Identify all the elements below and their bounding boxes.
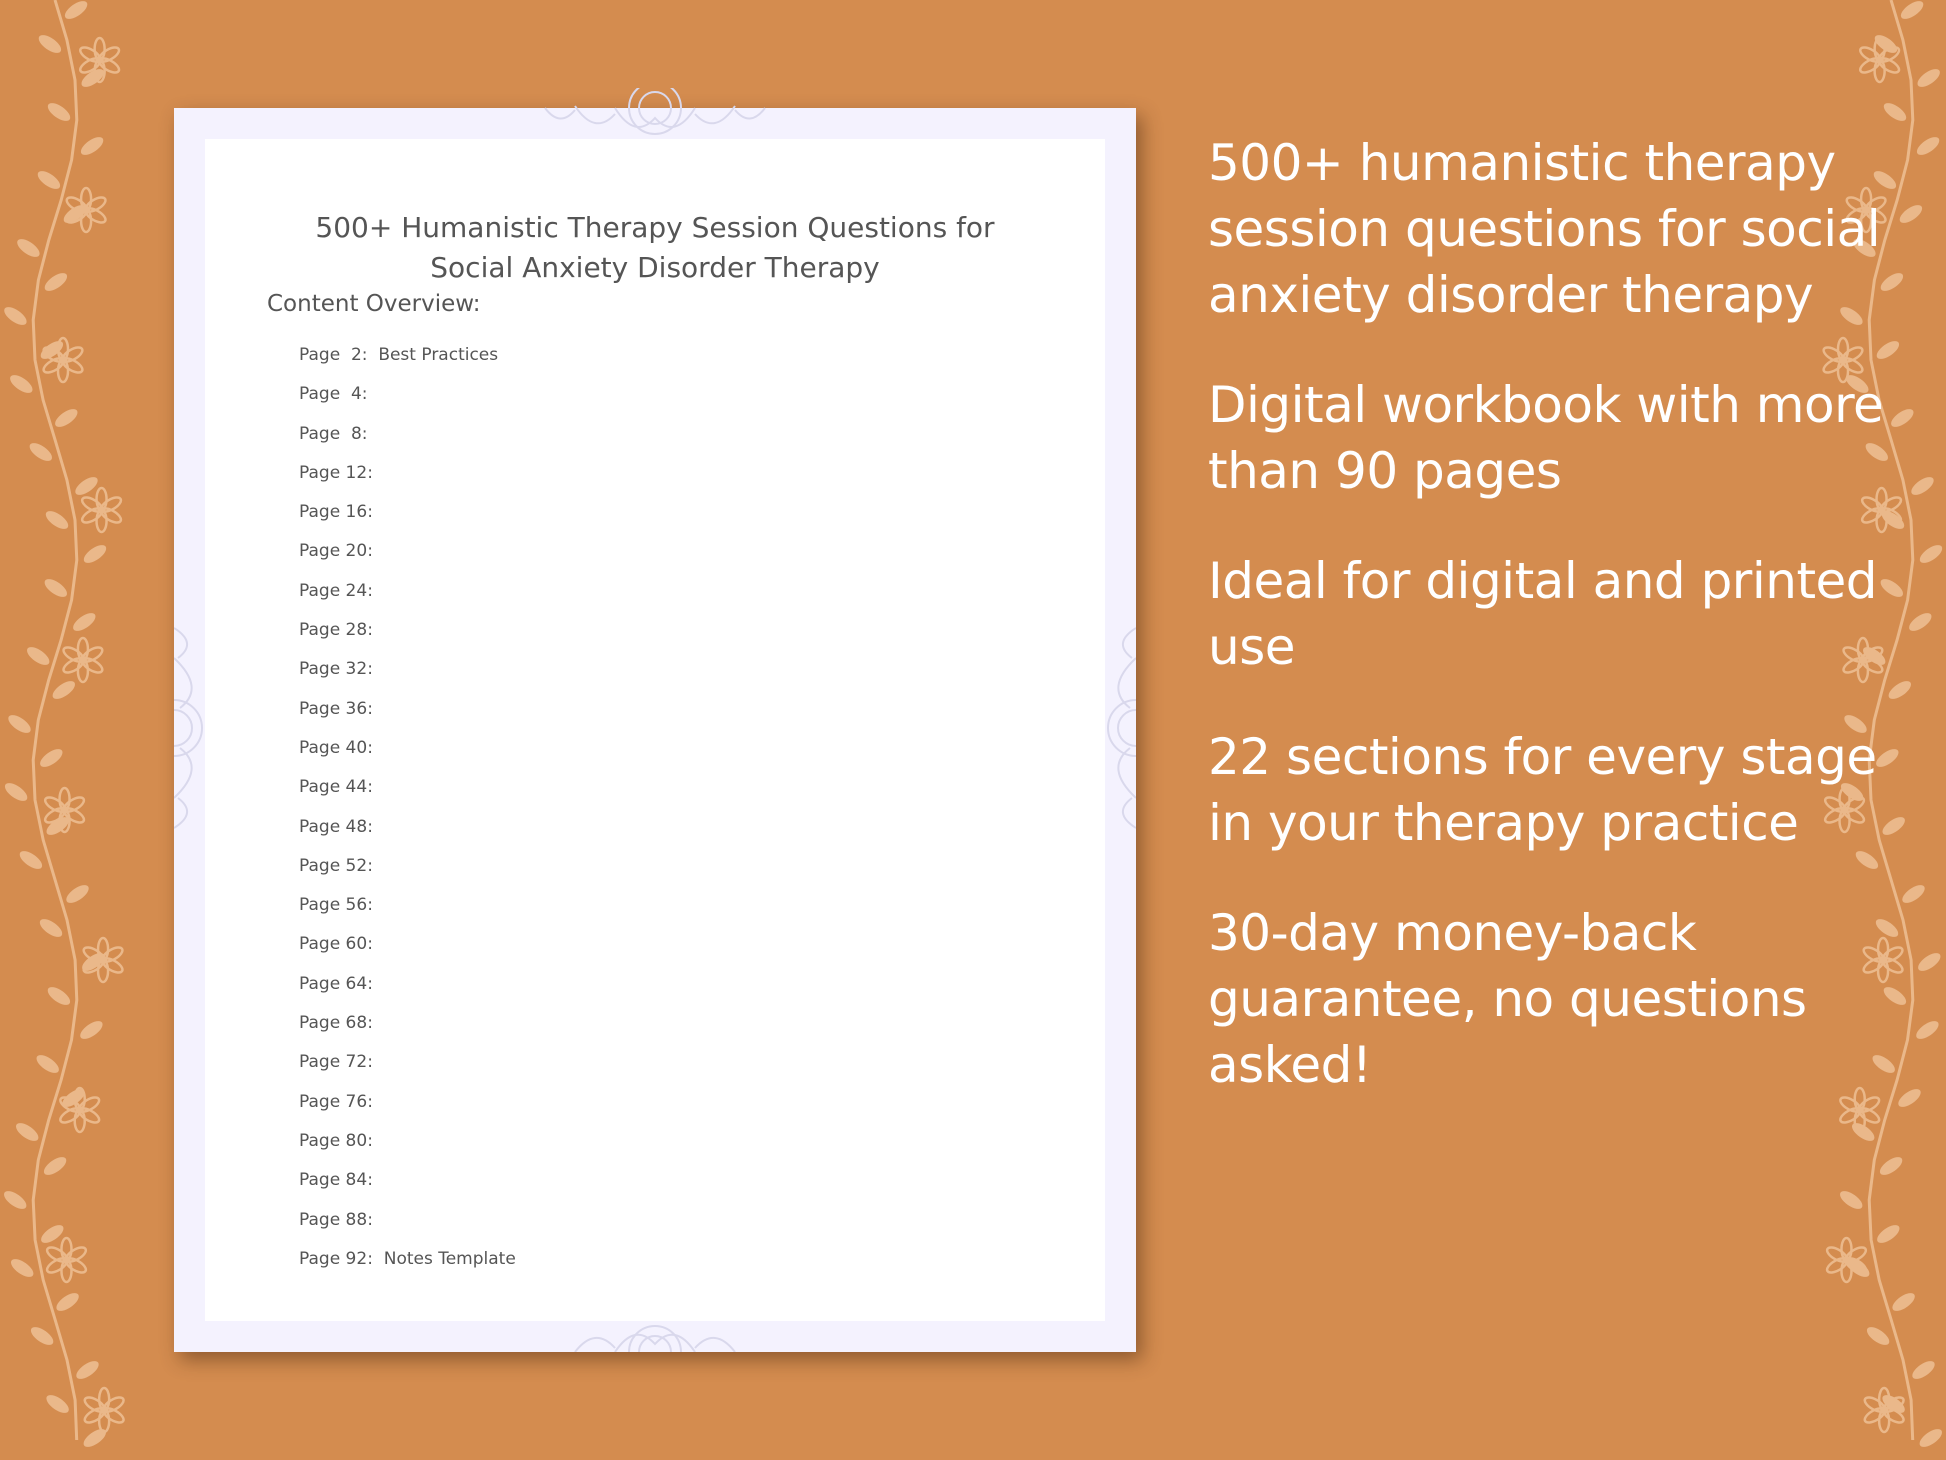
- mandala-right-decoration: [1105, 618, 1136, 838]
- toc-entry: Page 68:: [299, 1013, 373, 1034]
- toc-entry: Page 88:: [299, 1209, 373, 1230]
- mandala-left-decoration: [174, 618, 205, 838]
- toc-entry: Page 32:: [299, 659, 373, 680]
- toc-entry: Page 20:: [299, 541, 373, 562]
- feature-item: 500+ humanistic therapy session questions for social anxiety disorder therapy: [1208, 134, 1881, 324]
- toc-entry: Page 52:: [299, 855, 373, 876]
- toc-entry: Page 76:: [299, 1091, 373, 1112]
- toc-entry: Page 4:: [299, 384, 368, 405]
- toc-entry: Page 80:: [299, 1130, 373, 1151]
- document-title: [205, 208, 1105, 288]
- toc-entry: Page 72:: [299, 1052, 373, 1073]
- toc-entry: Page 60:: [299, 934, 373, 955]
- feature-item: Digital workbook with more than 90 pages: [1208, 376, 1884, 500]
- document-preview: [174, 108, 1136, 1352]
- toc-entry: Page 64:: [299, 973, 373, 994]
- toc-entry: Page 12:: [299, 462, 373, 483]
- feature-list: [1208, 130, 1908, 1142]
- feature-item: Ideal for digital and printed use: [1208, 552, 1878, 676]
- mandala-top-decoration: [505, 88, 805, 138]
- toc-entry: Page 2: Best Practices: [299, 345, 499, 365]
- mandala-bottom-decoration: [505, 1322, 805, 1352]
- toc-entry: Page 28:: [299, 620, 373, 641]
- toc-entry: Page 44:: [299, 777, 373, 798]
- toc-entry: Page 84:: [299, 1170, 373, 1191]
- table-of-contents: [299, 345, 516, 1288]
- toc-entry: Page 16:: [299, 502, 373, 523]
- toc-entry: Page 40:: [299, 737, 373, 758]
- floral-vine-left-decoration: [0, 0, 130, 1460]
- document-title-line-1: 500+ Humanistic Therapy Session Questions for: [315, 210, 995, 244]
- toc-entry: Page 8:: [299, 423, 368, 444]
- toc-entry: Page 56:: [299, 895, 373, 916]
- document-title-line-2: Social Anxiety Disorder Therapy: [430, 250, 880, 284]
- toc-entry: Page 36:: [299, 698, 373, 719]
- document-page: [205, 139, 1105, 1321]
- toc-entry: Page 24:: [299, 580, 373, 601]
- toc-entry: Page 48:: [299, 816, 373, 837]
- content-overview-label: Content Overview:: [267, 291, 481, 317]
- feature-item: 30-day money-back guarantee, no questions asked!: [1208, 904, 1807, 1094]
- toc-entry: Page 92: Notes Template: [299, 1248, 516, 1269]
- feature-item: 22 sections for every stage in your therapy practice: [1208, 728, 1877, 852]
